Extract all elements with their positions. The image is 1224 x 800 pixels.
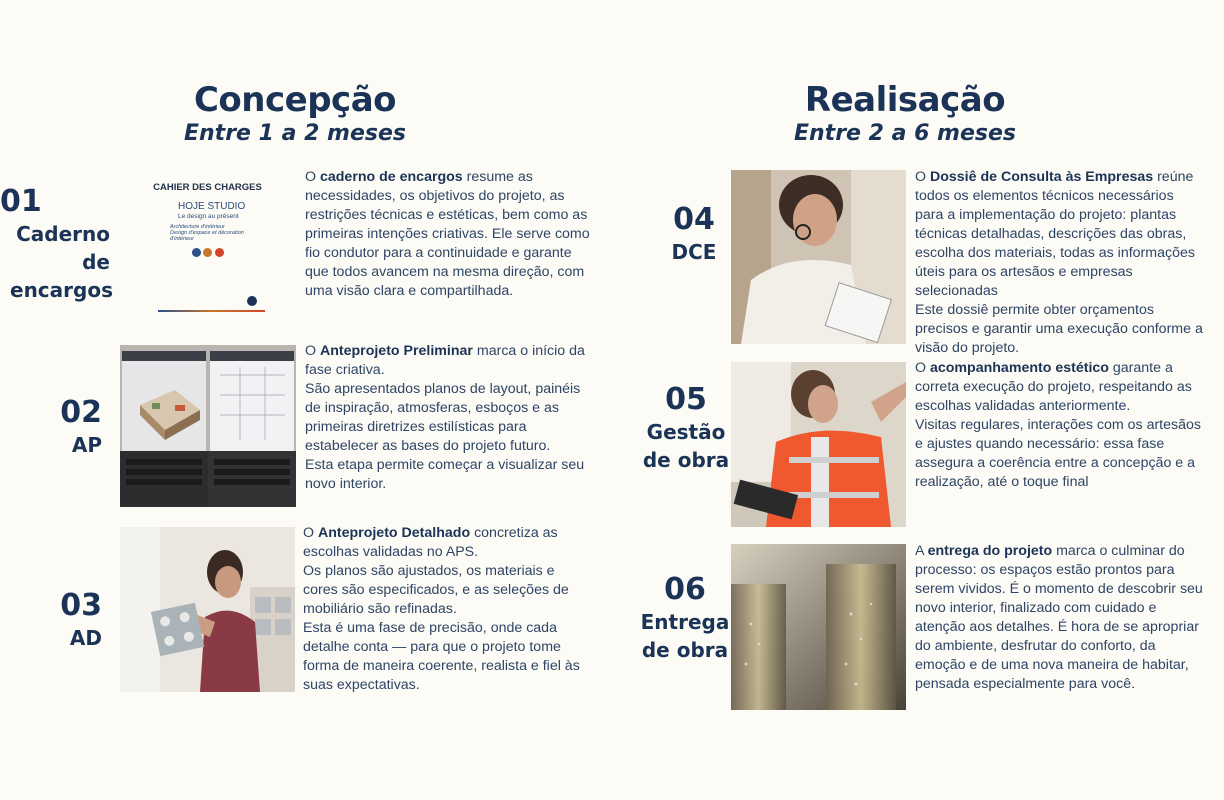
step-number: 01: [0, 184, 42, 219]
step-name: AP: [71, 433, 102, 457]
left-column-header: [180, 80, 410, 148]
desc-bold: entrega do projeto: [927, 543, 1053, 559]
step-name: de obra: [641, 638, 729, 662]
left-column-subtitle: Entre 1 a 2 meses: [183, 121, 407, 146]
desc-bold: Anteprojeto Detalhado: [317, 525, 471, 541]
desc-lead: O: [305, 169, 320, 185]
circle-blue-icon: [192, 248, 201, 257]
step-03-description: [303, 524, 593, 695]
laptops-illustration: [120, 345, 296, 507]
step-02-description: [305, 342, 595, 494]
step-number: 04: [673, 202, 715, 237]
circle-orange-icon: [203, 248, 212, 257]
step-number: 06: [664, 572, 706, 607]
step-06-description: [915, 542, 1205, 694]
step-05-label: [630, 382, 742, 474]
desc-lead: A: [915, 543, 928, 559]
desc-paragraph: Visitas regulares, interações com os artesãos e ajustes quando necessário: essa fase assegura a coerência entre a concepção e a realização, até o toque final: [915, 417, 1201, 490]
champagne-glasses-photo: [731, 544, 906, 710]
document-thumbnail: [150, 172, 265, 312]
left-column-title: Concepção: [193, 80, 397, 120]
document-logo: [178, 202, 245, 222]
desc-bold: Anteprojeto Preliminar: [319, 343, 473, 359]
desc-paragraph: Este dossiê permite obter orçamentos precisos e garantir uma execução conforme a visão do projeto.: [915, 302, 1203, 356]
step-01-description: [305, 168, 590, 301]
document-lines: [170, 224, 244, 242]
step-name: Gestão: [646, 420, 726, 444]
step-name: Entrega: [640, 610, 730, 634]
tile-samples-illustration: [120, 527, 295, 692]
step-05-description: [915, 359, 1205, 492]
desc-paragraph: Esta é uma fase de precisão, onde cada detalhe conta — para que o projeto tome forma de maneira coerente, realista e fiel às suas expectativas.: [303, 620, 580, 693]
step-number: 03: [60, 588, 102, 623]
desc-paragraph: São apresentados planos de layout, painéis de inspiração, atmosferas, esboços e as primeiras diretrizes estilísticas para estabelecer as bases do projeto futuro.: [305, 381, 581, 454]
document-line: d'intérieur: [170, 236, 194, 242]
step-04-label: [662, 202, 726, 266]
step-number: 05: [665, 382, 707, 417]
step-name: DCE: [671, 240, 717, 264]
desc-rest: resume as necessidades, os objetivos do projeto, as restrições técnicas e estéticas, bem como as primeiras intenções criativas. Ele serve como fio condutor para a continuidade e garante que todos avancem na mesma direção, com uma visão clara e compartilhada.: [305, 169, 590, 299]
tile-samples-photo: [120, 527, 295, 692]
champagne-illustration: [731, 544, 906, 710]
document-footer-bar: [158, 310, 265, 312]
step-06-label: [625, 572, 745, 664]
step-name: Caderno: [16, 222, 110, 246]
document-tagline: Le design au présent: [178, 213, 239, 220]
desc-rest: concretiza as escolhas validadas no APS.: [303, 525, 558, 560]
right-column-header: [785, 80, 1025, 148]
document-badge-icon: [247, 296, 257, 306]
desc-lead: O: [915, 360, 930, 376]
step-name: AD: [69, 626, 102, 650]
step-name: encargos: [10, 278, 113, 302]
desc-rest: marca o culminar do processo: os espaços estão prontos para serem vividos. É o momento de descobrir seu novo interior, finalizado com cuidado e atenção aos detalhes. É hora de se apropriar do ambiente, desfrutar do conforto, da emoção e de uma nova maneira de habitar, pensada especialmente para você.: [915, 543, 1203, 692]
laptops-photo: [120, 345, 296, 507]
desc-lead: O: [915, 169, 930, 185]
document-circles: [192, 244, 222, 262]
desc-rest: reúne todos os elementos técnicos necessários para a implementação do projeto: plantas técnicas detalhadas, descrições das obras, escolha dos materiais, todas as informações úteis para os artesãos e empresas selecionadas: [915, 169, 1195, 299]
desc-lead: O: [303, 525, 318, 541]
step-01-label: [0, 184, 113, 304]
site-supervision-photo: [731, 362, 906, 527]
step-03-label: [30, 588, 102, 652]
step-number: 02: [60, 395, 102, 430]
woman-folder-illustration: [731, 170, 906, 344]
woman-with-folder-photo: [731, 170, 906, 344]
site-supervision-illustration: [731, 362, 906, 527]
step-02-label: [30, 395, 102, 459]
desc-rest: marca o início da fase criativa.: [305, 343, 585, 378]
desc-rest: garante a correta execução do projeto, respeitando as escolhas validadas anteriormente.: [915, 360, 1192, 414]
right-column-subtitle: Entre 2 a 6 meses: [793, 121, 1017, 146]
document-title: CAHIER DES CHARGES: [153, 182, 262, 193]
step-04-description: [915, 168, 1205, 358]
desc-bold: acompanhamento estético: [929, 360, 1109, 376]
document-line: Design d'espace et décoration: [170, 230, 244, 236]
desc-bold: Dossiê de Consulta às Empresas: [929, 169, 1154, 185]
desc-lead: O: [305, 343, 320, 359]
document-logo-text: HOJE STUDIO: [178, 201, 246, 212]
right-column-title: Realisação: [804, 80, 1006, 120]
desc-bold: caderno de encargos: [319, 169, 463, 185]
circle-red-icon: [215, 248, 224, 257]
desc-paragraph: Esta etapa permite começar a visualizar seu novo interior.: [305, 457, 585, 492]
step-name: de: [82, 250, 110, 274]
document-line: Architecture d'intérieur: [170, 224, 225, 230]
step-name: de obra: [642, 448, 730, 472]
desc-paragraph: Os planos são ajustados, os materiais e cores são especificados, e as seleções de mobiliário são refinadas.: [303, 563, 569, 617]
